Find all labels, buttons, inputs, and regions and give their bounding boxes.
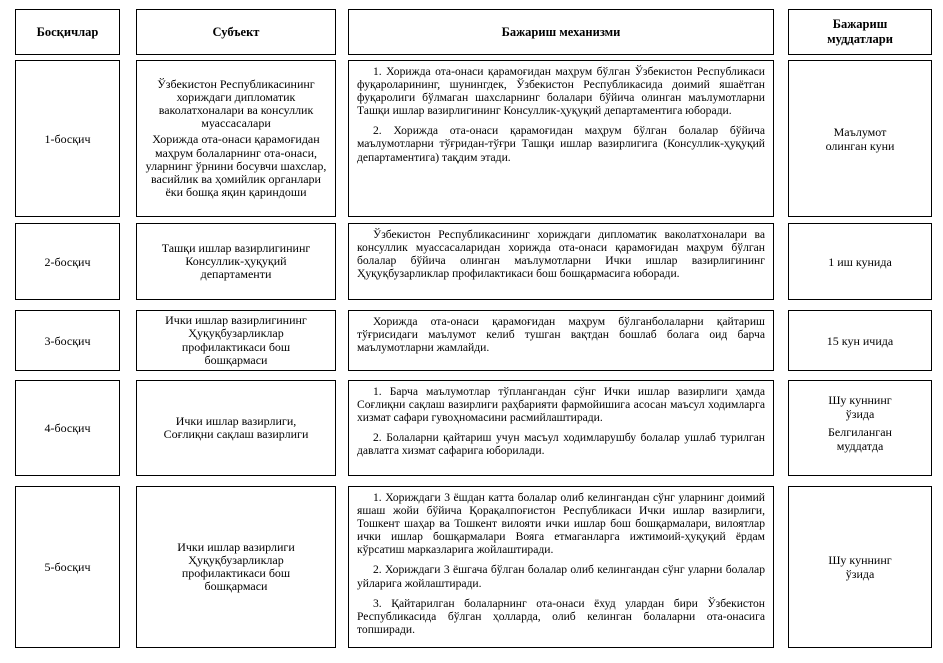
stage-label: 1-босқич — [44, 131, 91, 146]
subject-text: Ички ишлар вазирлиги Ҳуқуқбузарликлар профилактикаси бош бошқармаси — [177, 539, 295, 594]
header-subject — [136, 9, 336, 55]
row-5-stage — [15, 486, 120, 648]
header-stage — [15, 9, 120, 55]
row-2-duration — [788, 223, 932, 300]
mechanism-item: 1. Хориждаги 3 ёшдан катта болалар олиб келингандан сўнг уларнинг доимий яшаш жойи бўйича Қорақалпоғистон Республикаси Ички ишлар вазирлиги, Тошкент шаҳар ва Тошкент вилояти ички ишлар бош бошқармалари, вилоятлар ички ишлар бошқармалари Вояга етмаганларга ижтимоий-ҳуқуқий ёрдам кўрсатиш марказларига жойлаштиради. — [357, 491, 765, 557]
duration-text: Шу куннинг ўзида — [828, 553, 892, 581]
duration-text: 1 иш кунида — [828, 254, 892, 269]
stage-label: 2-босқич — [44, 254, 91, 269]
row-2-stage — [15, 223, 120, 300]
mechanism-item: Ўзбекистон Республикасининг хориждаги дипломатик ваколатхоналари ва консуллик муассасаларидан хорижда ота-онаси қарамоғидан маҳрум бўлган болалар бўйича олинган маълумотларни Ички ишлар вазирлигининг Ҳуқуқбузарликлар профилактикаси бош бошқармасига юборади. — [357, 228, 765, 281]
row-2-mechanism — [348, 223, 774, 300]
subject-text: Ички ишлар вазирлиги, Соғлиқни сақлаш вазирлиги — [163, 413, 309, 441]
row-4-mechanism — [348, 380, 774, 476]
row-5-duration — [788, 486, 932, 648]
row-4-duration — [788, 380, 932, 476]
duration-text: Маълумот олинган куни — [825, 124, 895, 153]
row-5-subject — [136, 486, 336, 648]
mechanism-item: 1. Барча маълумотлар тўплангандан сўнг Ички ишлар вазирлиги ҳамда Соғлиқни сақлаш вазирлиги раҳбарияти фармойишига асосан маъсул ходимларга хизмат сафари гувоҳномасини расмийлаштиради. — [357, 385, 765, 425]
mechanism-item: 2. Хорижда ота-онаси қарамоғидан маҳрум бўлган болалар бўйича маълумотларни тўғридан-тўғри Ташқи ишлар вазирлигига (Консуллик-ҳуқуқий департаментига) тақдим этади. — [357, 124, 765, 164]
row-3-stage — [15, 310, 120, 371]
duration-text: 15 кун ичида — [826, 333, 894, 348]
mechanism-item: 2. Болаларни қайтариш учун масъул ходимларушбу болалар ушлаб турилган давлатга хизмат сафарига юборилади. — [357, 431, 765, 458]
mechanism-item: 1. Хорижда ота-онаси қарамоғидан маҳрум бўлган Ўзбекистон Республикаси фуқароларининг, шунингдек, Ўзбекистон Республикасида доимий яшаётган фуқаролиги бўлмаган шахсларнинг болалари бўйича олинган маълумотларни Ташқи ишлар вазирлигининг Консуллик-ҳуқуқий департаментига юборади. — [357, 65, 765, 118]
row-1-mechanism — [348, 60, 774, 217]
duration-text: Шу куннинг ўзида — [828, 393, 892, 421]
subject-text: Хорижда ота-онаси қарамоғидан маҳрум болаларнинг ота-онаси, уларнинг ўрнини босувчи шахслар, васийлик ва ҳомийлик органлари ёки бошқа яқин қариндоши — [145, 132, 327, 200]
mechanism-item: 3. Қайтарилган болаларнинг ота-онаси ёхуд улардан бири Ўзбекистон Республикасида бўлган ҳолларда, олиб келинган болаларни ота-онасига топширади. — [357, 596, 765, 636]
row-3-subject — [136, 310, 336, 371]
mechanism-item: Хорижда ота-онаси қарамоғидан маҳрум бўлганболаларни қайтариш тўғрисидаги маълумот келиб тушган вақтдан бошлаб болага оид барча маълумотларни жамлайди. — [357, 315, 765, 355]
header-duration — [788, 9, 932, 55]
header-stage-text: Босқичлар — [36, 24, 99, 39]
stage-label: 4-босқич — [44, 421, 91, 435]
duration-text: Белгиланган муддатда — [828, 425, 892, 453]
mechanism-item: 2. Хориждаги 3 ёшгача бўлган болалар олиб келингандан сўнг уларни болалар уйларига жойлаштиради. — [357, 563, 765, 590]
row-1-stage — [15, 60, 120, 217]
row-2-subject — [136, 223, 336, 300]
stage-label: 5-босқич — [44, 560, 91, 574]
header-mechanism-text: Бажариш механизми — [501, 24, 621, 39]
subject-text: Ички ишлар вазирлигининг Ҳуқуқбузарликлар профилактикаси бош бошқармаси — [165, 313, 307, 367]
row-1-subject — [136, 60, 336, 217]
subject-text: Ташқи ишлар вазирлигининг Консуллик-ҳуқуқий департаменти — [161, 240, 311, 282]
header-duration-text: Бажариш муддатлари — [827, 17, 893, 46]
row-3-duration — [788, 310, 932, 371]
header-mechanism — [348, 9, 774, 55]
row-4-subject — [136, 380, 336, 476]
row-4-stage — [15, 380, 120, 476]
row-3-mechanism — [348, 310, 774, 371]
row-5-mechanism — [348, 486, 774, 648]
subject-text: Ўзбекистон Республикасининг хориждаги дипломатик ваколатхоналари ва консуллик муассасалари — [157, 76, 315, 131]
stage-label: 3-босқич — [44, 333, 91, 348]
header-subject-text: Субъект — [212, 24, 260, 39]
row-1-duration — [788, 60, 932, 217]
